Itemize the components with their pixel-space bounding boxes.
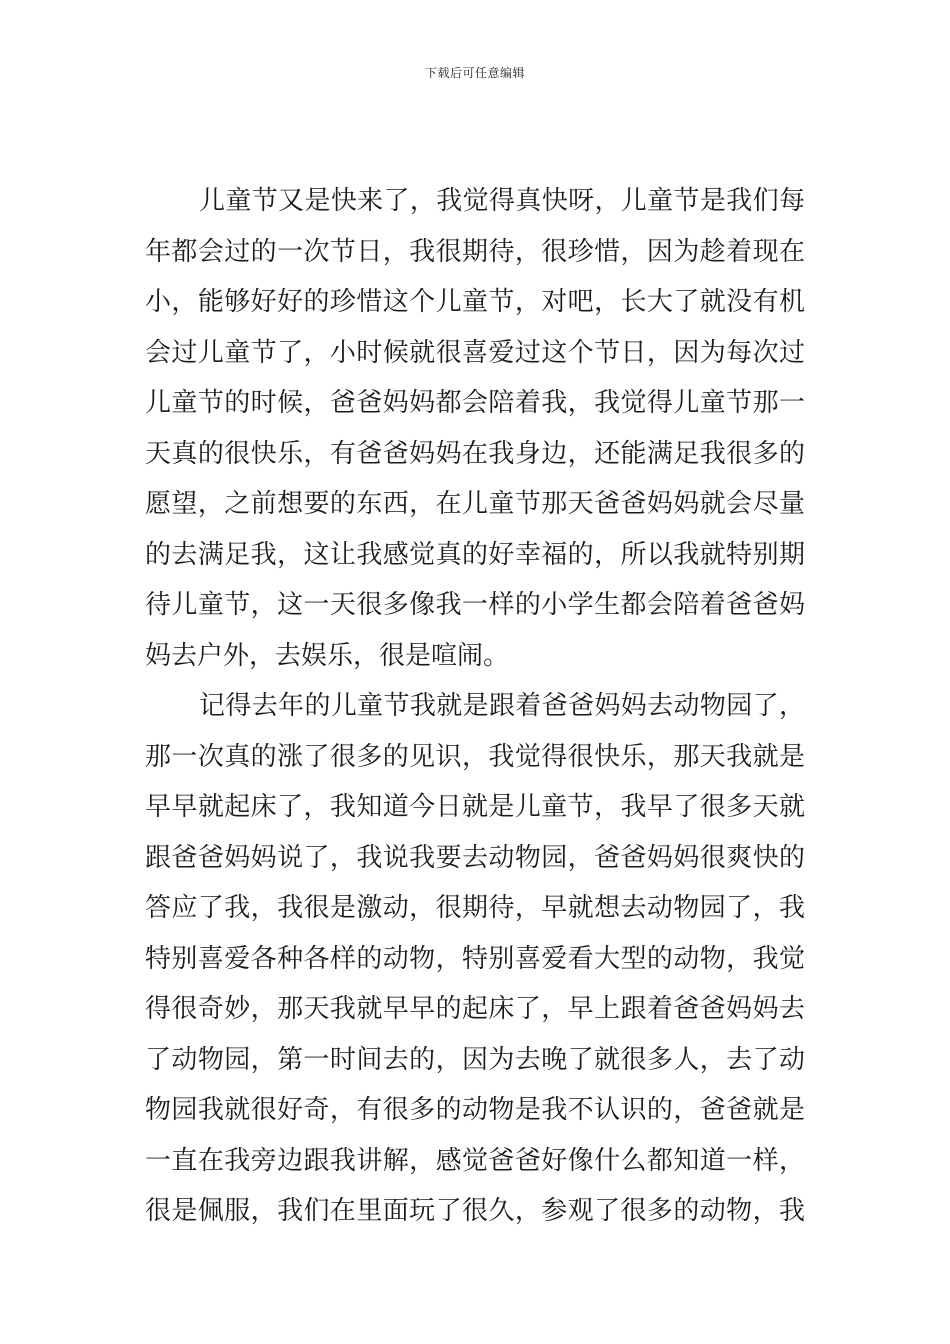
text-line: 儿童节的时候，爸爸妈妈都会陪着我，我觉得儿童节那一 bbox=[145, 388, 805, 418]
text-line: 特别喜爱各种各样的动物，特别喜爱看大型的动物，我觉 bbox=[145, 943, 805, 974]
text-line: 待儿童节，这一天很多像我一样的小学生都会陪着爸爸妈 bbox=[145, 590, 805, 620]
text-line: 妈去户外，去娱乐，很是喧闹。 bbox=[145, 640, 510, 671]
text-line: 儿童节又是快来了，我觉得真快呀，儿童节是我们每 bbox=[199, 186, 805, 216]
text-line: 早早就起床了，我知道今日就是儿童节，我早了很多天就 bbox=[145, 792, 805, 822]
text-line: 小，能够好好的珍惜这个儿童节，对吧，长大了就没有机 bbox=[145, 287, 805, 317]
document-body bbox=[145, 176, 805, 1237]
text-line: 答应了我，我很是激动，很期待，早就想去动物园了，我 bbox=[145, 893, 805, 923]
text-line: 跟爸爸妈妈说了，我说我要去动物园，爸爸妈妈很爽快的 bbox=[145, 842, 805, 873]
text-line: 的去满足我，这让我感觉真的好幸福的，所以我就特别期 bbox=[145, 539, 805, 570]
text-line: 记得去年的儿童节我就是跟着爸爸妈妈去动物园了， bbox=[199, 691, 805, 721]
text-line: 愿望，之前想要的东西，在儿童节那天爸爸妈妈就会尽量 bbox=[145, 489, 805, 519]
text-line: 那一次真的涨了很多的见识，我觉得很快乐，那天我就是 bbox=[145, 741, 805, 772]
paragraph bbox=[145, 176, 805, 681]
text-line: 一直在我旁边跟我讲解，感觉爸爸好像什么都知道一样， bbox=[145, 1145, 805, 1176]
text-line: 物园我就很好奇，有很多的动物是我不认识的，爸爸就是 bbox=[145, 1095, 805, 1125]
text-line: 年都会过的一次节日，我很期待，很珍惜，因为趁着现在 bbox=[145, 236, 805, 267]
paragraph bbox=[145, 681, 805, 1237]
page-header: 下载后可任意编辑 bbox=[424, 66, 525, 80]
text-line: 得很奇妙，那天我就早早的起床了，早上跟着爸爸妈妈去 bbox=[145, 994, 805, 1024]
text-line: 很是佩服，我们在里面玩了很久，参观了很多的动物，我 bbox=[145, 1196, 805, 1226]
text-line: 了动物园，第一时间去的，因为去晚了就很多人，去了动 bbox=[145, 1044, 805, 1075]
text-line: 天真的很快乐，有爸爸妈妈在我身边，还能满足我很多的 bbox=[145, 438, 805, 469]
text-line: 会过儿童节了，小时候就很喜爱过这个节日，因为每次过 bbox=[145, 337, 805, 368]
